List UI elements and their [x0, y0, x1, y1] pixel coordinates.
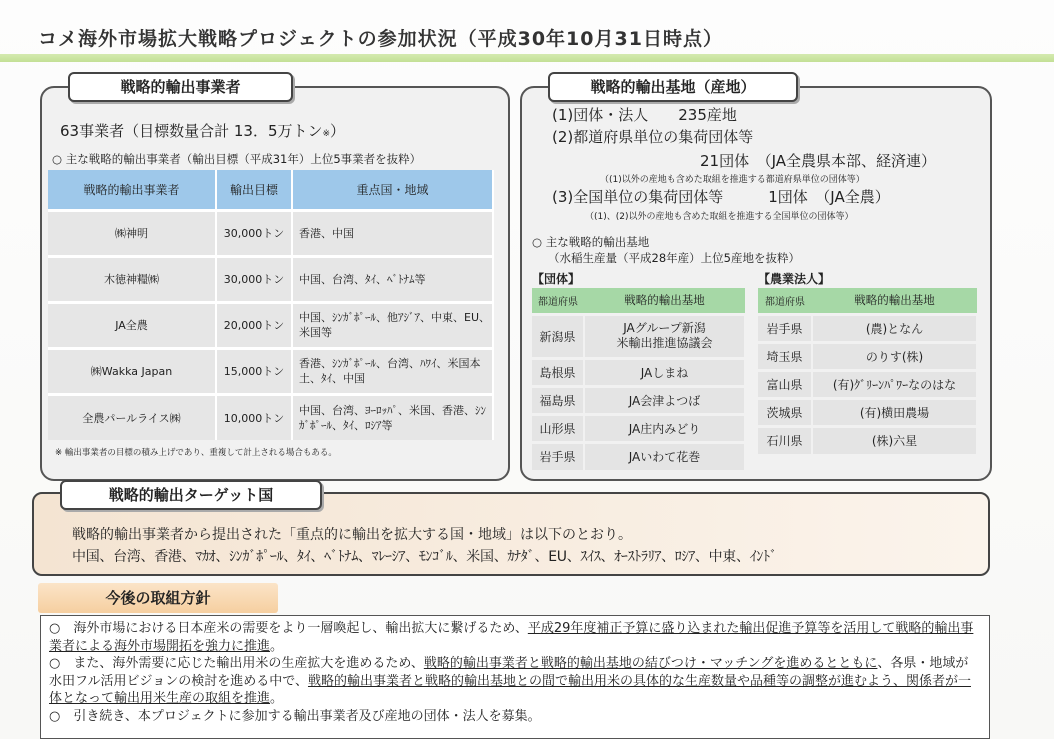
col-base: 戦略的輸出基地: [812, 288, 977, 314]
exporters-subtitle: ○ 主な戦略的輸出事業者（輸出目標（平成31年）上位5事業者を抜粋）: [52, 152, 422, 166]
policy-item-2: [49, 655, 981, 708]
col-pref: 都道府県: [758, 288, 812, 314]
exporter-name: 全農パールライス㈱: [48, 394, 216, 440]
group-pref: 岩手県: [532, 442, 584, 470]
exporters-table: [48, 170, 494, 440]
table-row: [532, 386, 745, 414]
policy-2b: 戦略的輸出事業者と戦略的輸出基地の結びつけ・マッチングを進めるとともに: [423, 656, 878, 671]
col-target: 輸出目標: [216, 170, 292, 210]
groups-table: [532, 288, 746, 470]
group-base: JAグループ新潟 米輸出推進協議会: [584, 314, 745, 358]
table-row: [758, 314, 977, 342]
exporter-target: 10,000トン: [216, 394, 292, 440]
policy-1b: 平成29年度補正予算に盛り込まれた輸出促進予算等を活用して戦略的輸出事業者による海外市場開拓を強力に推進: [49, 621, 974, 654]
policy-1c: 。: [270, 638, 284, 654]
policy-item-1: [49, 620, 981, 655]
table-row: [532, 358, 745, 386]
bases-heading: 戦略的輸出基地（産地）: [548, 72, 798, 102]
exporter-name: JA全農: [48, 302, 216, 348]
group-base: JA庄内みどり: [584, 414, 745, 442]
table-row: [532, 314, 745, 358]
col-pref: 都道府県: [532, 288, 584, 314]
policy-heading: 今後の取組方針: [38, 583, 278, 613]
group-pref: 福島県: [532, 386, 584, 414]
table-row: [532, 414, 745, 442]
col-regions: 重点国・地域: [292, 170, 493, 210]
group-base: JAしまね: [584, 358, 745, 386]
bases-line2-note: （(1)以外の産地も含めた取組を推進する都道府県単位の団体等）: [600, 175, 865, 185]
table-row: [48, 348, 493, 394]
exporter-regions: 香港、ｼﾝｶﾞﾎﾟｰﾙ、台湾、ﾊﾜｲ、米国本土、ﾀｲ、中国: [292, 348, 493, 394]
table-row: [532, 442, 745, 470]
bases-line2: (2)都道府県単位の集荷団体等: [552, 128, 754, 146]
corp-base: (株)六星: [812, 426, 977, 454]
col-exporter: 戦略的輸出事業者: [48, 170, 216, 210]
exporter-regions: 香港、中国: [292, 210, 493, 256]
corp-base: (有)横田農場: [812, 398, 977, 426]
exporter-regions: 中国、台湾、ﾖｰﾛｯﾊﾟ、米国、香港、ｼﾝｶﾞﾎﾟｰﾙ、ﾀｲ、ﾛｼｱ等: [292, 394, 493, 440]
group-base: JA会津よつば: [584, 386, 745, 414]
policy-1a: ○ 海外市場における日本産米の需要をより一層喚起し、輸出拡大に繋げるため、: [49, 621, 528, 636]
exporters-note: ※ 輸出事業者の目標の積み上げであり、重複して計上される場合もある。: [55, 448, 337, 458]
exporter-target: 15,000トン: [216, 348, 292, 394]
table-row: [48, 210, 493, 256]
corp-base: (農)となん: [812, 314, 977, 342]
exporters-count: [60, 120, 345, 141]
corp-pref: 富山県: [758, 370, 812, 398]
corp-pref: 岩手県: [758, 314, 812, 342]
corp-pref: 埼玉県: [758, 342, 812, 370]
exporter-regions: 中国、ｼﾝｶﾞﾎﾟｰﾙ、他ｱｼﾞｱ、中東、EU、米国等: [292, 302, 493, 348]
group-pref: 山形県: [532, 414, 584, 442]
group-pref: 島根県: [532, 358, 584, 386]
bases-subtitle2: （水稲生産量（平成28年産）上位5産地を抜粋）: [548, 251, 800, 265]
policy-2d: 戦略的輸出事業者と戦略的輸出基地との間で輸出用米の具体的な生産数量や品種等の調整が進むよう、関係者が一体となって輸出用米生産の取組を推進: [49, 673, 971, 706]
table-row: [48, 256, 493, 302]
bases-line2b: 21団体 （JA全農県本部、経済連）: [700, 152, 937, 170]
corp-pref: 石川県: [758, 426, 812, 454]
title-underline: [0, 54, 1054, 62]
page-title: コメ海外市場拡大戦略プロジェクトの参加状況（平成30年10月31日時点）: [38, 28, 723, 50]
table-row: [758, 398, 977, 426]
policy-2e: 。: [270, 691, 284, 706]
table-row: [48, 302, 493, 348]
targets-heading: 戦略的輸出ターゲット国: [60, 480, 322, 510]
bases-line3-note: （(1)、(2)以外の産地も含めた取組を推進する全国単位の団体等）: [585, 212, 854, 222]
exporter-name: ㈱Wakka Japan: [48, 348, 216, 394]
policy-box: [40, 615, 990, 739]
bases-line3: (3)全国単位の集荷団体等 1団体 （JA全農）: [552, 188, 890, 206]
exporters-count-mark: ※: [322, 129, 331, 139]
exporters-table-header: [48, 170, 493, 210]
exporter-target: 30,000トン: [216, 256, 292, 302]
corps-label: 【農業法人】: [758, 272, 831, 286]
corp-base: (有)ｸﾞﾘｰﾝﾊﾟﾜｰなのはな: [812, 370, 977, 398]
exporter-regions: 中国、台湾、ﾀｲ、ﾍﾞﾄﾅﾑ等: [292, 256, 493, 302]
bases-subtitle: ○ 主な戦略的輸出基地: [532, 235, 650, 249]
exporter-name: ㈱神明: [48, 210, 216, 256]
table-row: [758, 342, 977, 370]
bases-line1: (1)団体・法人 235産地: [552, 106, 737, 124]
exporters-heading: 戦略的輸出事業者: [68, 72, 293, 102]
table-row: [758, 370, 977, 398]
policy-2a: ○ また、海外需要に応じた輸出用米の生産拡大を進めるため、: [49, 656, 424, 671]
group-pref: 新潟県: [532, 314, 584, 358]
policy-2c: 、各県・地域が水田フル活用ビジョンの検討を進める中で、: [49, 656, 969, 689]
targets-intro: 戦略的輸出事業者から提出された「重点的に輸出を拡大する国・地域」は以下のとおり。: [72, 527, 632, 543]
policy-item-3: ○ 引き続き、本プロジェクトに参加する輸出事業者及び産地の団体・法人を募集。: [49, 708, 541, 724]
col-base: 戦略的輸出基地: [584, 288, 745, 314]
exporters-count-text: 63事業者（目標数量合計 13．5万トン: [60, 122, 323, 140]
table-row: [758, 426, 977, 454]
exporter-target: 30,000トン: [216, 210, 292, 256]
group-base: JAいわて花巻: [584, 442, 745, 470]
corp-base: のりす(株): [812, 342, 977, 370]
table-row: [48, 394, 493, 440]
corp-pref: 茨城県: [758, 398, 812, 426]
corps-table: [758, 288, 978, 454]
exporter-name: 木徳神糧㈱: [48, 256, 216, 302]
targets-list: 中国、台湾、香港、ﾏｶｵ、ｼﾝｶﾞﾎﾟｰﾙ、ﾀｲ、ﾍﾞﾄﾅﾑ、ﾏﾚｰｼｱ、ﾓﾝｺﾞﾙ、米国、ｶﾅﾀﾞ、EU、ｽｲｽ、ｵｰｽﾄﾗﾘｱ、ﾛｼｱ、中東、ｲﾝﾄﾞ: [72, 549, 777, 565]
groups-label: 【団体】: [532, 272, 581, 286]
exporters-count-close: ）: [330, 122, 346, 140]
exporter-target: 20,000トン: [216, 302, 292, 348]
